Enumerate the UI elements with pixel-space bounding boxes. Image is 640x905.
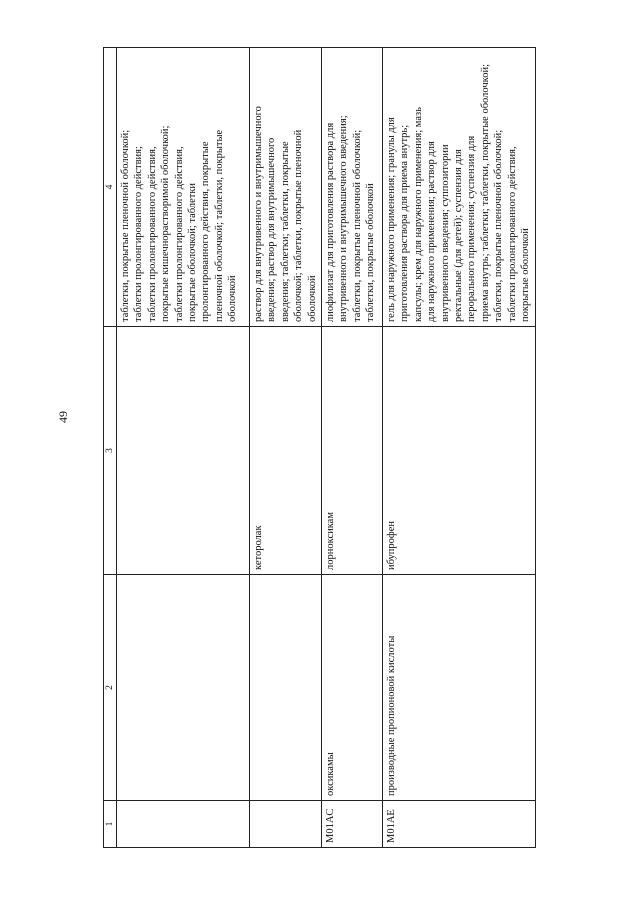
table-row — [117, 48, 250, 848]
atc-code-cell — [117, 801, 250, 848]
dosage-form-line: покрытые кишечнорастворимой оболочкой; — [160, 125, 172, 322]
group-cell: оксикамы — [322, 575, 383, 801]
dosage-form-line: приготовления раствора для приема внутрь; — [399, 124, 411, 322]
group-cell — [250, 575, 322, 801]
dosage-form-line: таблетки пролонгированного действия; — [133, 146, 145, 322]
dosage-form-line: таблетки пролонгированного действия, — [173, 146, 185, 322]
dosage-form-line: таблетки пролонгированного действия, — [146, 146, 158, 322]
dosage-form-line: перорального применения; суспензия для — [466, 135, 478, 322]
atc-code-cell — [250, 801, 322, 848]
dosage-form-line: таблетки, покрытые пленочной оболочкой; — [120, 129, 131, 322]
column-header: 1 — [104, 801, 117, 848]
dosage-forms-cell — [117, 48, 250, 327]
dosage-form-line: оболочкой — [306, 275, 318, 322]
dosage-form-line: покрытые оболочкой — [520, 228, 532, 322]
column-header: 2 — [104, 575, 117, 801]
dosage-form-line: гель для наружного применения; гранулы для — [386, 117, 398, 322]
atc-code-cell: M01AC — [322, 801, 383, 848]
dosage-form-line: покрытые оболочкой; таблетки — [187, 182, 199, 322]
table-row — [250, 48, 322, 848]
dosage-form-line: внутривенного и внутримышечного введения; — [338, 115, 350, 322]
dosage-form-line: приема внутрь; таблетки; таблетки, покрытые оболочкой; — [479, 63, 491, 322]
dosage-form-line: таблетки, покрытые пленочной оболочкой; — [493, 129, 505, 322]
rotated-table-container — [103, 48, 532, 848]
dosage-forms-cell — [383, 48, 535, 327]
dosage-form-line: капсулы; крем для наружного применения; мазь — [412, 107, 424, 322]
drug-cell: лорноксикам — [322, 327, 383, 575]
table-row — [383, 48, 535, 848]
dosage-form-line: для наружного применения; раствор для — [426, 141, 438, 322]
group-cell — [117, 575, 250, 801]
column-header: 4 — [104, 48, 117, 327]
atc-code-cell: M01AE — [383, 801, 535, 848]
column-header: 3 — [104, 327, 117, 575]
dosage-form-line: введения; таблетки; таблетки, покрытые — [279, 141, 291, 322]
dosage-form-line: таблетки, покрытые пленочной оболочкой; — [351, 129, 363, 322]
dosage-form-line: таблетки, покрытые оболочкой — [365, 183, 377, 322]
dosage-form-line: ректальные (для детей); суспензия для — [453, 149, 465, 322]
dosage-form-line: пленочной оболочкой; таблетки, покрытые — [213, 129, 225, 322]
dosage-form-line: введения; раствор для внутримышечного — [266, 137, 278, 322]
table-row — [322, 48, 383, 848]
dosage-form-line: раствор для внутривенного и внутримышечного — [253, 106, 264, 322]
dosage-forms-cell — [250, 48, 322, 327]
drug-cell — [117, 327, 250, 575]
page-number: 49 — [56, 411, 70, 423]
dosage-form-line: пролонгированного действия, покрытые — [200, 141, 212, 322]
dosage-form-line: внутривенного введения; суппозитории — [439, 144, 451, 322]
drug-table — [103, 47, 536, 848]
table-header-row — [104, 48, 117, 848]
dosage-form-line: оболочкой — [227, 275, 239, 322]
group-cell: производные пропионовой кислоты — [383, 575, 535, 801]
dosage-form-line: таблетки пролонгированного действия, — [506, 146, 518, 322]
drug-cell: ибупрофен — [383, 327, 535, 575]
dosage-form-line: оболочкой; таблетки, покрытые пленочной — [293, 129, 305, 322]
drug-cell: кеторолак — [250, 327, 322, 575]
dosage-forms-cell — [322, 48, 383, 327]
dosage-form-line: лиофилизат для приготовления раствора для — [325, 122, 337, 322]
